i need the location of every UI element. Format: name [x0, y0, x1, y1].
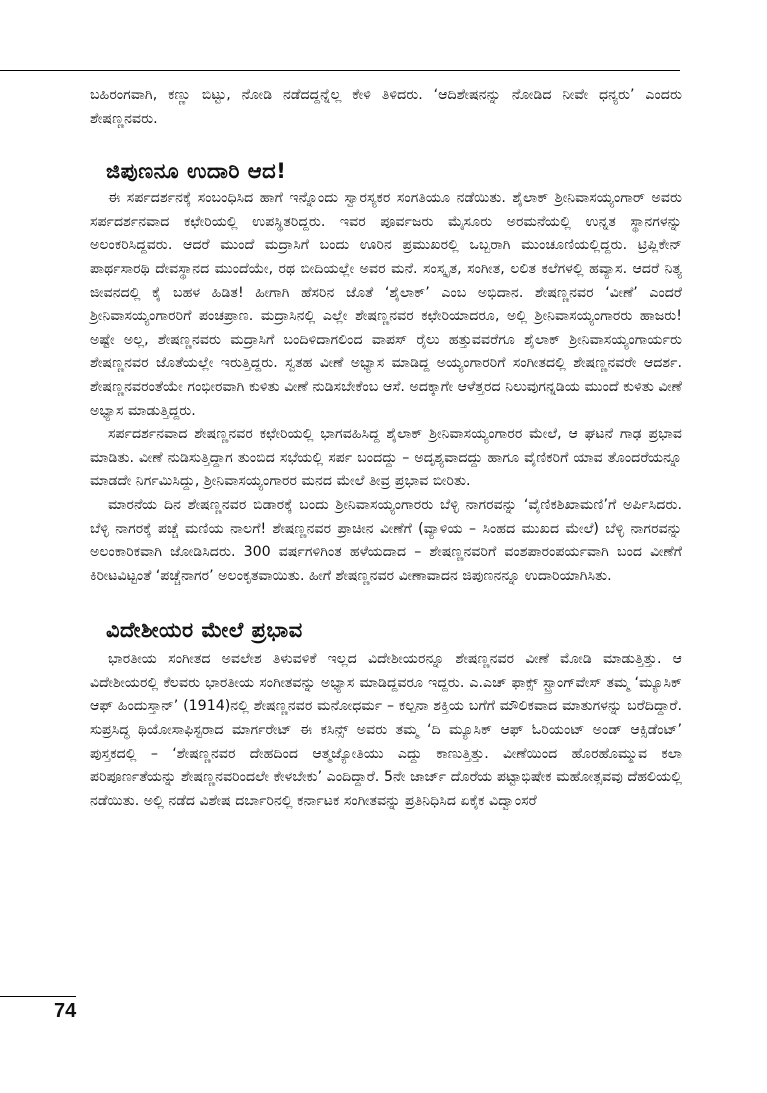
paragraph: ಈ ಸರ್ಪದರ್ಶನಕ್ಕೆ ಸಂಬಂಧಿಸಿದ ಹಾಗೆ ಇನ್ನೊಂದು ಸ್ವಾರಸ್ಯಕರ ಸಂಗತಿಯೂ ನಡೆಯಿತು. ಶೈಲಾಕ್ ಶ್ರೀನಿವಾಸಯ್ಯಂಗಾರ್ ಅವರು ಸರ್ಪದರ್ಶನವಾದ ಕಛೇರಿಯಲ್ಲಿ ಉಪಸ್ಥಿತರಿದ್ದರು. ಇವರ ಪೂರ್ವಜರು ಮೈಸೂರು ಅರಮನೆಯಲ್ಲಿ ಉನ್ನತ ಸ್ಥಾನಗಳನ್ನು ಅಲಂಕರಿಸಿದ್ದವರು. ಆದರೆ ಮುಂದೆ ಮದ್ರಾಸಿಗೆ ಬಂದು ಊರಿನ ಪ್ರಮುಖರಲ್ಲಿ ಒಬ್ಬರಾಗಿ ಮುಂಚೂಣಿಯಲ್ಲಿದ್ದರು. ಟ್ರಿಪ್ಲಿಕೇನ್ ಪಾರ್ಥಸಾರಥಿ ದೇವಸ್ಥಾನದ ಮುಂದೆಯೇ, ರಥ ಬೀದಿಯಲ್ಲೇ ಅವರ ಮನೆ. ಸಂಸ್ಕೃತ, ಸಂಗೀತ, ಲಲಿತ ಕಲೆಗಳಲ್ಲಿ ಹವ್ಯಾಸ. ಆದರೆ ನಿತ್ಯ ಜೀವನದಲ್ಲಿ ಕೈ ಬಹಳ ಹಿಡಿತ! ಹೀಗಾಗಿ ಹೆಸರಿನ ಜೊತೆ ‘ಶೈಲಾಕ್’ ಎಂಬ ಅಭಿದಾನ. ಶೇಷಣ್ಣನವರ ‘ವೀಣೆ’ ಎಂದರೆ ಶ್ರೀನಿವಾಸಯ್ಯಂಗಾರರಿಗೆ ಪಂಚಪ್ರಾಣ. ಮದ್ರಾಸಿನಲ್ಲಿ ಎಲ್ಲೇ ಶೇಷಣ್ಣನವರ ಕಛೇರಿಯಾದರೂ, ಅಲ್ಲಿ ಶ್ರೀನಿವಾಸಯ್ಯಂಗಾರರು ಹಾಜರು! ಅಷ್ಟೇ ಅಲ್ಲ, ಶೇಷಣ್ಣನವರು ಮದ್ರಾಸಿಗೆ ಬಂದಿಳಿದಾಗಲಿಂದ ವಾಪಸ್ ರೈಲು ಹತ್ತುವವರೆಗೂ ಶೈಲಾಕ್ ಶ್ರೀನಿವಾಸಯ್ಯಂಗಾರ್ಯರು ಶೇಷಣ್ಣನವರ ಜೊತೆಯಲ್ಲೇ ಇರುತ್ತಿದ್ದರು. ಸ್ವತಹ ವೀಣೆ ಅಭ್ಯಾಸ ಮಾಡಿದ್ದ ಅಯ್ಯಂಗಾರರಿಗೆ ಸಂಗೀತದಲ್ಲಿ ಶೇಷಣ್ಣನವರೇ ಆದರ್ಶ. ಶೇಷಣ್ಣನವರಂತೆಯೇ ಗಂಭೀರವಾಗಿ ಕುಳಿತು ವೀಣೆ ನುಡಿಸಬೇಕೆಂಬ ಆಸೆ. ಅದಕ್ಕಾಗೇ ಆಳೆತ್ತರದ ನಿಲುವುಗನ್ನಡಿಯ ಮುಂದೆ ಕುಳಿತು ವೀಣೆ ಅಭ್ಯಾಸ ಮಾಡುತ್ತಿದ್ದರು.: [90, 190, 682, 419]
page-number: 74: [54, 1000, 77, 1022]
paragraph: ಭಾರತೀಯ ಸಂಗೀತದ ಅವಲೇಶ ತಿಳುವಳಿಕೆ ಇಲ್ಲದ ವಿದೇಶೀಯರನ್ನೂ ಶೇಷಣ್ಣನವರ ವೀಣೆ ಮೋಡಿ ಮಾಡುತ್ತಿತ್ತು. ಆ ವಿದೇಶೀಯರಲ್ಲಿ ಕೆಲವರು ಭಾರತೀಯ ಸಂಗೀತವನ್ನು ಅಭ್ಯಾಸ ಮಾಡಿದ್ದವರೂ ಇದ್ದರು. ಎ.ಎಚ್ ಫಾಕ್ಸ್ ಸ್ಟ್ರಾಂಗ್‌ವೇಸ್ ತಮ್ಮ ‘ಮ್ಯೂಸಿಕ್ ಆಫ್ ಹಿಂದುಸ್ತಾನ್’ (1914)ನಲ್ಲಿ ಶೇಷಣ್ಣನವರ ಮನೋಧರ್ಮ – ಕಲ್ಪನಾ ಶಕ್ತಿಯ ಬಗೆಗೆ ಮೌಲಿಕವಾದ ಮಾತುಗಳನ್ನು ಬರೆದಿದ್ದಾರೆ. ಸುಪ್ರಸಿದ್ಧ ಥಿಯೋಸಾಫಿಸ್ಟರಾದ ಮಾರ್ಗರೇಟ್ ಈ ಕಸಿನ್ಸ್ ಅವರು ತಮ್ಮ ‘ದಿ ಮ್ಯೂಸಿಕ್ ಆಫ್ ಓರಿಯಂಟ್ ಅಂಡ್ ಆಕ್ಸಿಡೆಂಟ್’ ಪುಸ್ತಕದಲ್ಲಿ – ‘ಶೇಷಣ್ಣನವರ ದೇಹದಿಂದ ಆತ್ಮಜ್ಯೋತಿಯು ಎದ್ದು ಕಾಣುತ್ತಿತ್ತು. ವೀಣೆಯಿಂದ ಹೊರಹೊಮ್ಮುವ ಕಲಾ ಪರಿಪೂರ್ಣತೆಯನ್ನು ಶೇಷಣ್ಣನವರಿಂದಲೇ ಕೇಳಬೇಕು’ ಎಂದಿದ್ದಾರೆ. 5ನೇ ಜಾರ್ಜ್ ದೊರೆಯ ಪಟ್ಟಾಭಿಷೇಕ ಮಹೋತ್ಸವವು ದೆಹಲಿಯಲ್ಲಿ ನಡೆಯಿತು. ಅಲ್ಲಿ ನಡೆದ ವಿಶೇಷ ದರ್ಬಾರಿನಲ್ಲಿ ಕರ್ನಾಟಕ ಸಂಗೀತವನ್ನು ಪ್ರತಿನಿಧಿಸಿದ ಏಕೈಕ ವಿದ್ವಾಂಸರೆ: [90, 651, 682, 809]
intro-paragraph: ಬಹಿರಂಗವಾಗಿ, ಕಣ್ಣು ಬಿಟ್ಟು, ನೋಡಿ ನಡೆದದ್ದನ್ನೆಲ್ಲ ಕೇಳಿ ತಿಳಿದರು. ‘ಆದಿಶೇಷನನ್ನು ನೋಡಿದ ನೀವೇ ಧನ್ಯರು’ ಎಂದರು ಶೇಷಣ್ಣನವರು.: [90, 87, 682, 127]
footer-rule: [0, 996, 76, 997]
top-rule: [0, 70, 680, 71]
page-body: [90, 84, 682, 813]
paragraph: ಮಾರನೆಯ ದಿನ ಶೇಷಣ್ಣನವರ ಬಿಡಾರಕ್ಕೆ ಬಂದು ಶ್ರೀನಿವಾಸಯ್ಯಂಗಾರರು ಬೆಳ್ಳಿ ನಾಗರವನ್ನು ‘ವೈಣಿಕಶಿಖಾಮಣಿ’ಗೆ ಅರ್ಪಿಸಿದರು. ಬೆಳ್ಳಿ ನಾಗರಕ್ಕೆ ಪಚ್ಚೆ ಮಣಿಯ ನಾಲಗೆ! ಶೇಷಣ್ಣನವರ ಪ್ರಾಚೀನ ವೀಣೆಗೆ (ವ್ಯಾಳಿಯ – ಸಿಂಹದ ಮುಖದ ಮೇಲೆ) ಬೆಳ್ಳಿ ನಾಗರವನ್ನು ಅಲಂಕಾರಿಕವಾಗಿ ಜೋಡಿಸಿದರು. 300 ವರ್ಷಗಳಿಗಿಂತ ಹಳೆಯದಾದ – ಶೇಷಣ್ಣನವರಿಗೆ ವಂಶಪಾರಂಪರ್ಯವಾಗಿ ಬಂದ ವೀಣೆಗೆ ಕಿರೀಟವಿಟ್ಟಂತೆ ‘ಪಚ್ಚೆನಾಗರ’ ಅಲಂಕೃತವಾಯಿತು. ಹೀಗೆ ಶೇಷಣ್ಣನವರ ವೀಣಾವಾದನ ಜಿಪುಣನನ್ನೂ ಉದಾರಿಯಾಗಿಸಿತು.: [90, 496, 682, 584]
section-heading-miser: ಜಿಪುಣನೂ ಉದಾರಿ ಆದ!: [106, 159, 287, 184]
paragraph: ಸರ್ಪದರ್ಶನವಾದ ಶೇಷಣ್ಣನವರ ಕಛೇರಿಯಲ್ಲಿ ಭಾಗವಹಿಸಿದ್ದ ಶೈಲಾಕ್ ಶ್ರೀನಿವಾಸಯ್ಯಂಗಾರರ ಮೇಲೆ, ಆ ಘಟನೆ ಗಾಢ ಪ್ರಭಾವ ಮಾಡಿತು. ವೀಣೆ ನುಡಿಸುತ್ತಿದ್ದಾಗ ತುಂಬಿದ ಸಭೆಯಲ್ಲಿ ಸರ್ಪ ಬಂದದ್ದು – ಅದೃಶ್ಯವಾದದ್ದು ಹಾಗೂ ವೈಣಿಕರಿಗೆ ಯಾವ ತೊಂದರೆಯನ್ನೂ ಮಾಡದೇ ನಿರ್ಗಮಿಸಿದ್ದು, ಶ್ರೀನಿವಾಸಯ್ಯಂಗಾರರ ಮನದ ಮೇಲೆ ತೀವ್ರ ಪ್ರಭಾವ ಬೀರಿತು.: [90, 426, 682, 490]
section-heading-foreigners: ವಿದೇಶೀಯರ ಮೇಲೆ ಪ್ರಭಾವ: [106, 618, 303, 643]
